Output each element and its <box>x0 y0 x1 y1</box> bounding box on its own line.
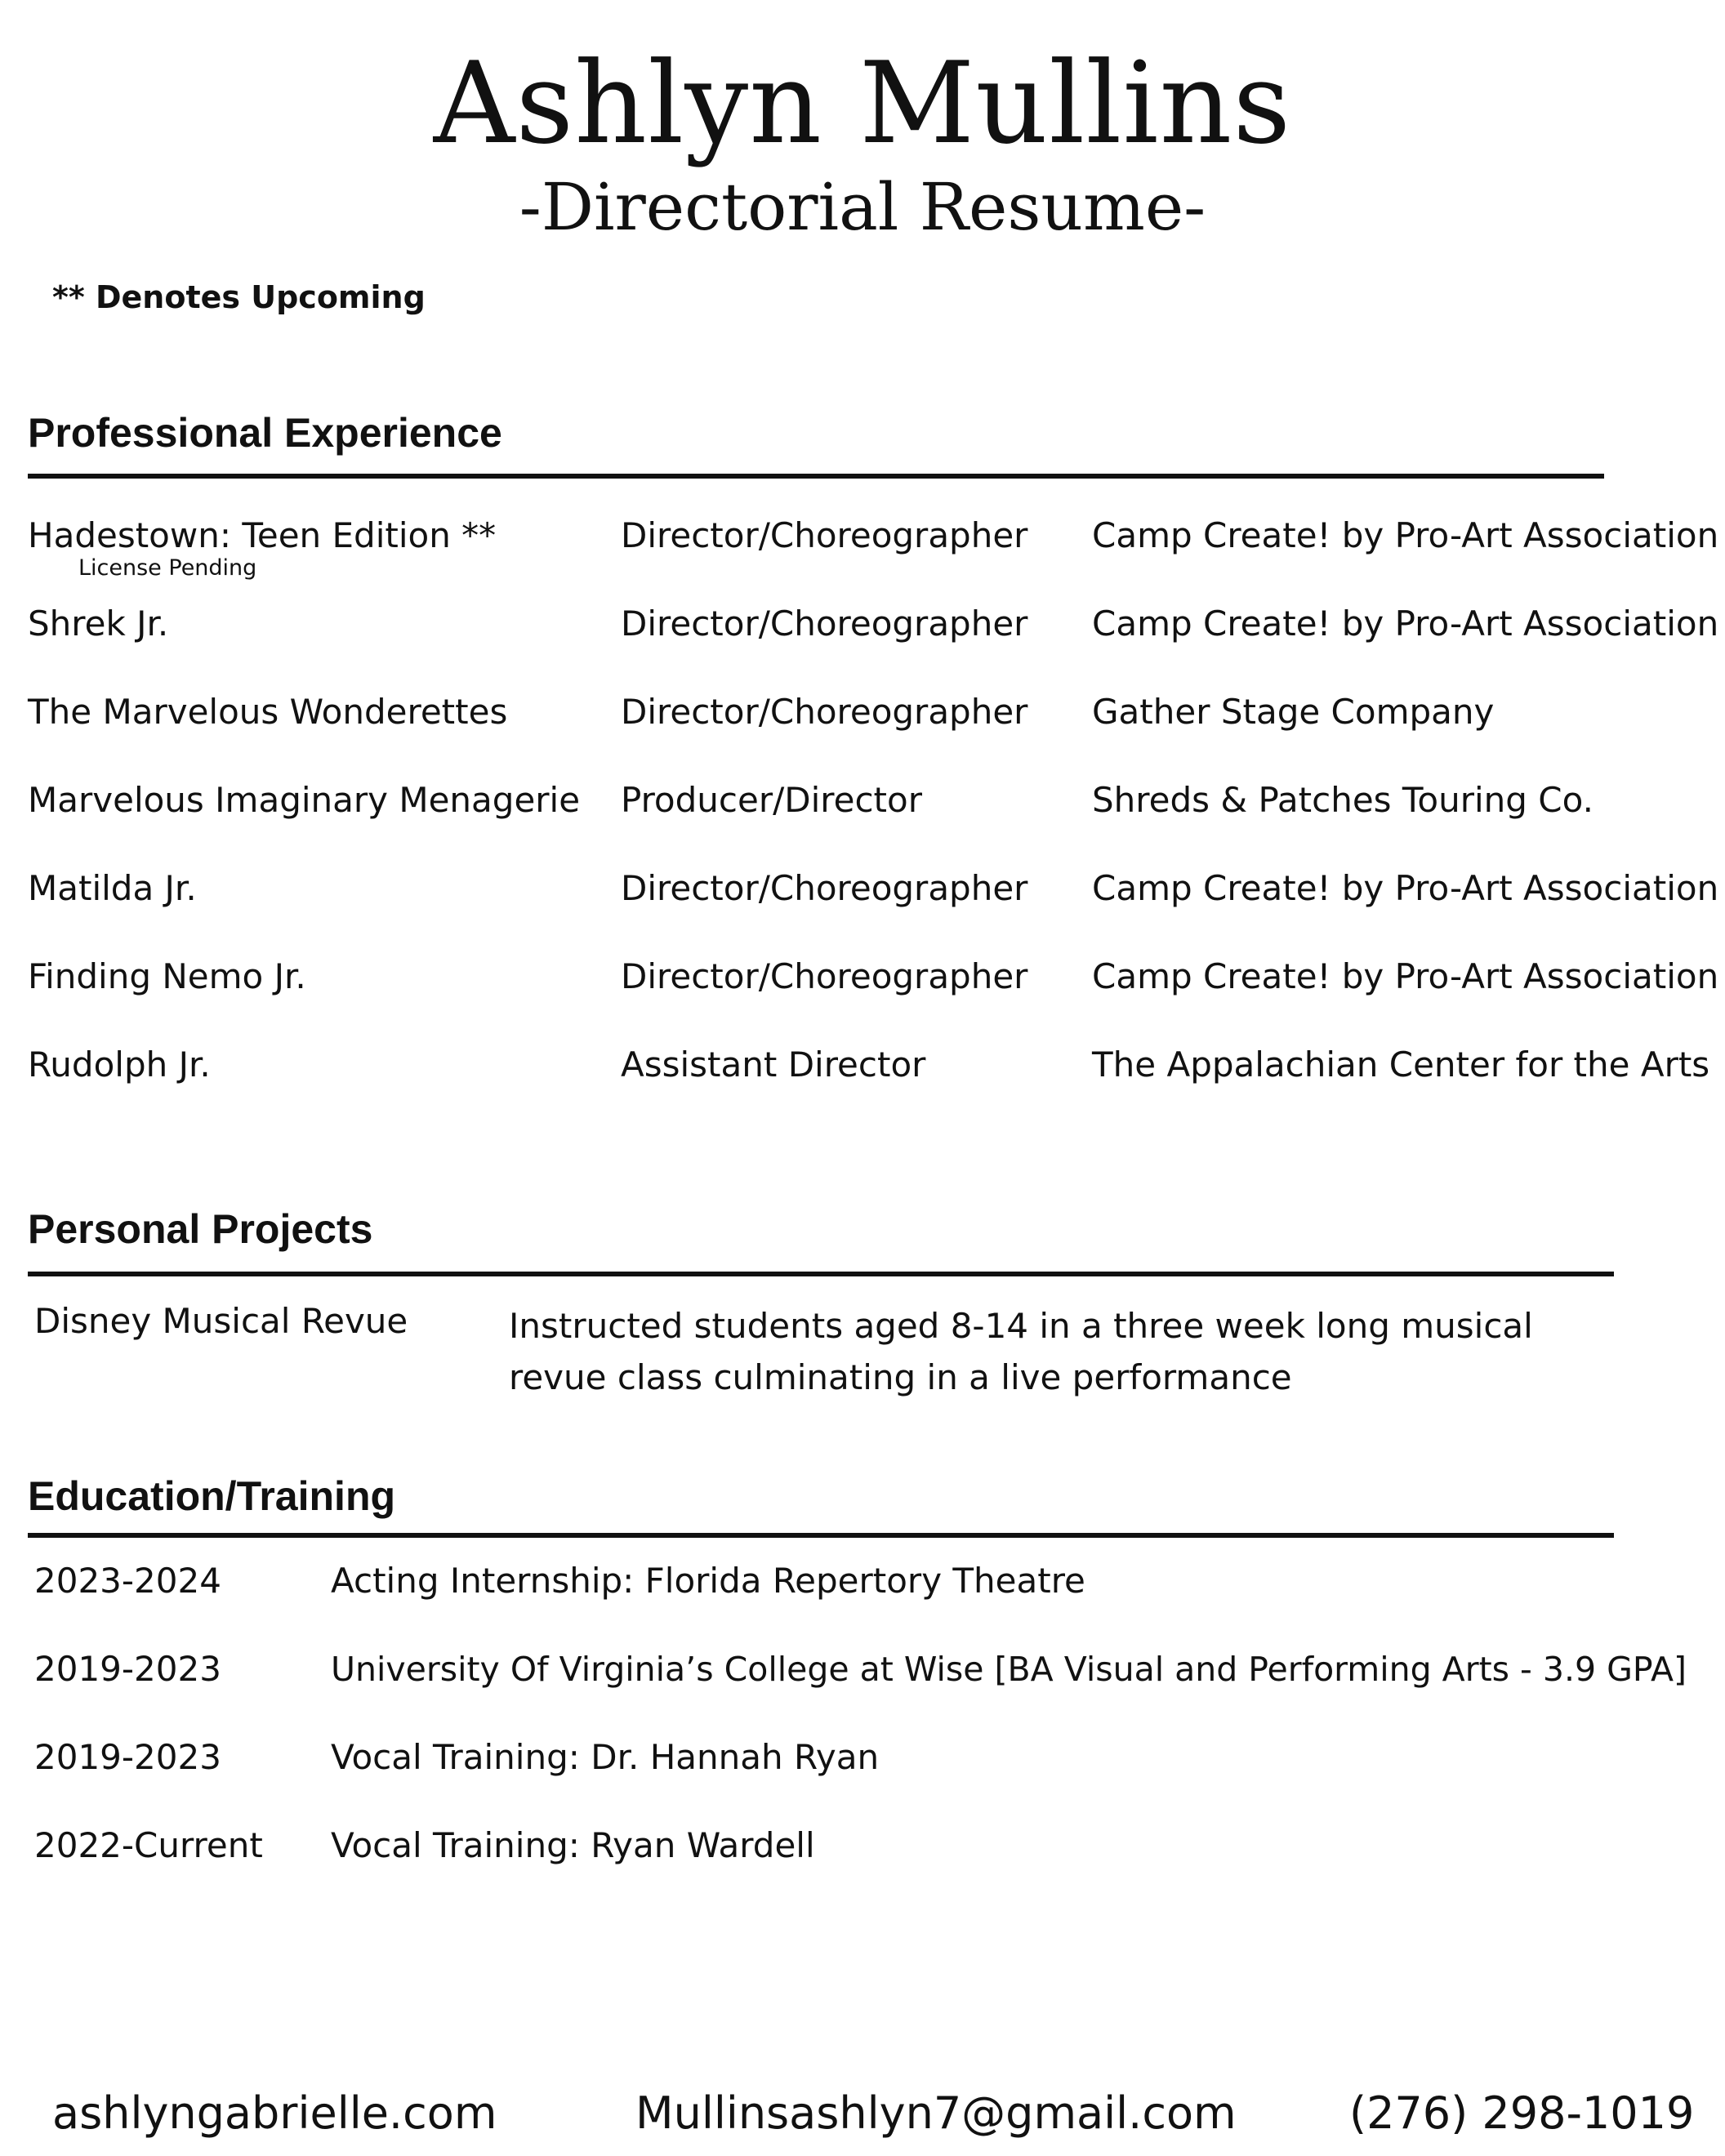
education-detail: Acting Internship: Florida Repertory Theatre <box>331 1561 1085 1601</box>
education-years: 2023-2024 <box>34 1561 221 1601</box>
experience-company: Shreds & Patches Touring Co. <box>1092 780 1594 820</box>
experience-title: Matilda Jr. <box>28 868 197 908</box>
education-years: 2022-Current <box>34 1825 263 1865</box>
personal-projects-heading: Personal Projects <box>28 1206 373 1252</box>
professional-experience-heading: Professional Experience <box>28 410 502 456</box>
project-title: Disney Musical Revue <box>34 1301 408 1341</box>
education-detail: University Of Virginia’s College at Wise [BA Visual and Performing Arts - 3.9 GPA] <box>331 1650 1687 1689</box>
education-heading: Education/Training <box>28 1473 396 1519</box>
phone-number[interactable]: (276) 298-1019 <box>1349 2087 1695 2139</box>
education-divider <box>28 1533 1614 1538</box>
experience-role: Director/Choreographer <box>621 956 1028 996</box>
experience-title: The Marvelous Wonderettes <box>28 692 508 732</box>
education-years: 2019-2023 <box>34 1649 221 1689</box>
education-years: 2019-2023 <box>34 1737 221 1777</box>
experience-company: Gather Stage Company <box>1092 692 1495 732</box>
project-description: Instructed students aged 8-14 in a three week long musical revue class culminating in a live performance <box>509 1306 1533 1397</box>
experience-role: Producer/Director <box>621 780 922 820</box>
experience-title: Marvelous Imaginary Menagerie <box>28 780 581 820</box>
experience-company: Camp Create! by Pro-Art Association <box>1092 604 1719 644</box>
personal-projects-divider <box>28 1272 1614 1276</box>
experience-company: Camp Create! by Pro-Art Association <box>1092 515 1719 555</box>
professional-divider <box>28 474 1604 479</box>
resume-subtitle: -Directorial Resume- <box>519 169 1206 245</box>
experience-note: License Pending <box>78 555 257 581</box>
upcoming-legend: ** Denotes Upcoming <box>52 279 426 315</box>
experience-role: Assistant Director <box>621 1045 926 1085</box>
experience-role: Director/Choreographer <box>621 515 1028 555</box>
experience-title: Rudolph Jr. <box>28 1045 211 1085</box>
resume-name: Ashlyn Mullins <box>433 38 1292 169</box>
experience-title: Hadestown: Teen Edition ** <box>28 515 497 555</box>
experience-title: Shrek Jr. <box>28 604 169 644</box>
experience-role: Director/Choreographer <box>621 692 1028 732</box>
education-detail: Vocal Training: Dr. Hannah Ryan <box>331 1737 880 1777</box>
education-detail: Vocal Training: Ryan Wardell <box>331 1825 815 1865</box>
experience-company: Camp Create! by Pro-Art Association <box>1092 868 1719 908</box>
website-link[interactable]: ashlyngabrielle.com <box>52 2087 497 2139</box>
experience-role: Director/Choreographer <box>621 604 1028 644</box>
experience-company: The Appalachian Center for the Arts <box>1092 1045 1710 1085</box>
experience-title: Finding Nemo Jr. <box>28 956 306 996</box>
experience-role: Director/Choreographer <box>621 868 1028 908</box>
experience-company: Camp Create! by Pro-Art Association <box>1092 956 1719 996</box>
email-link[interactable]: Mullinsashlyn7@gmail.com <box>635 2087 1237 2139</box>
